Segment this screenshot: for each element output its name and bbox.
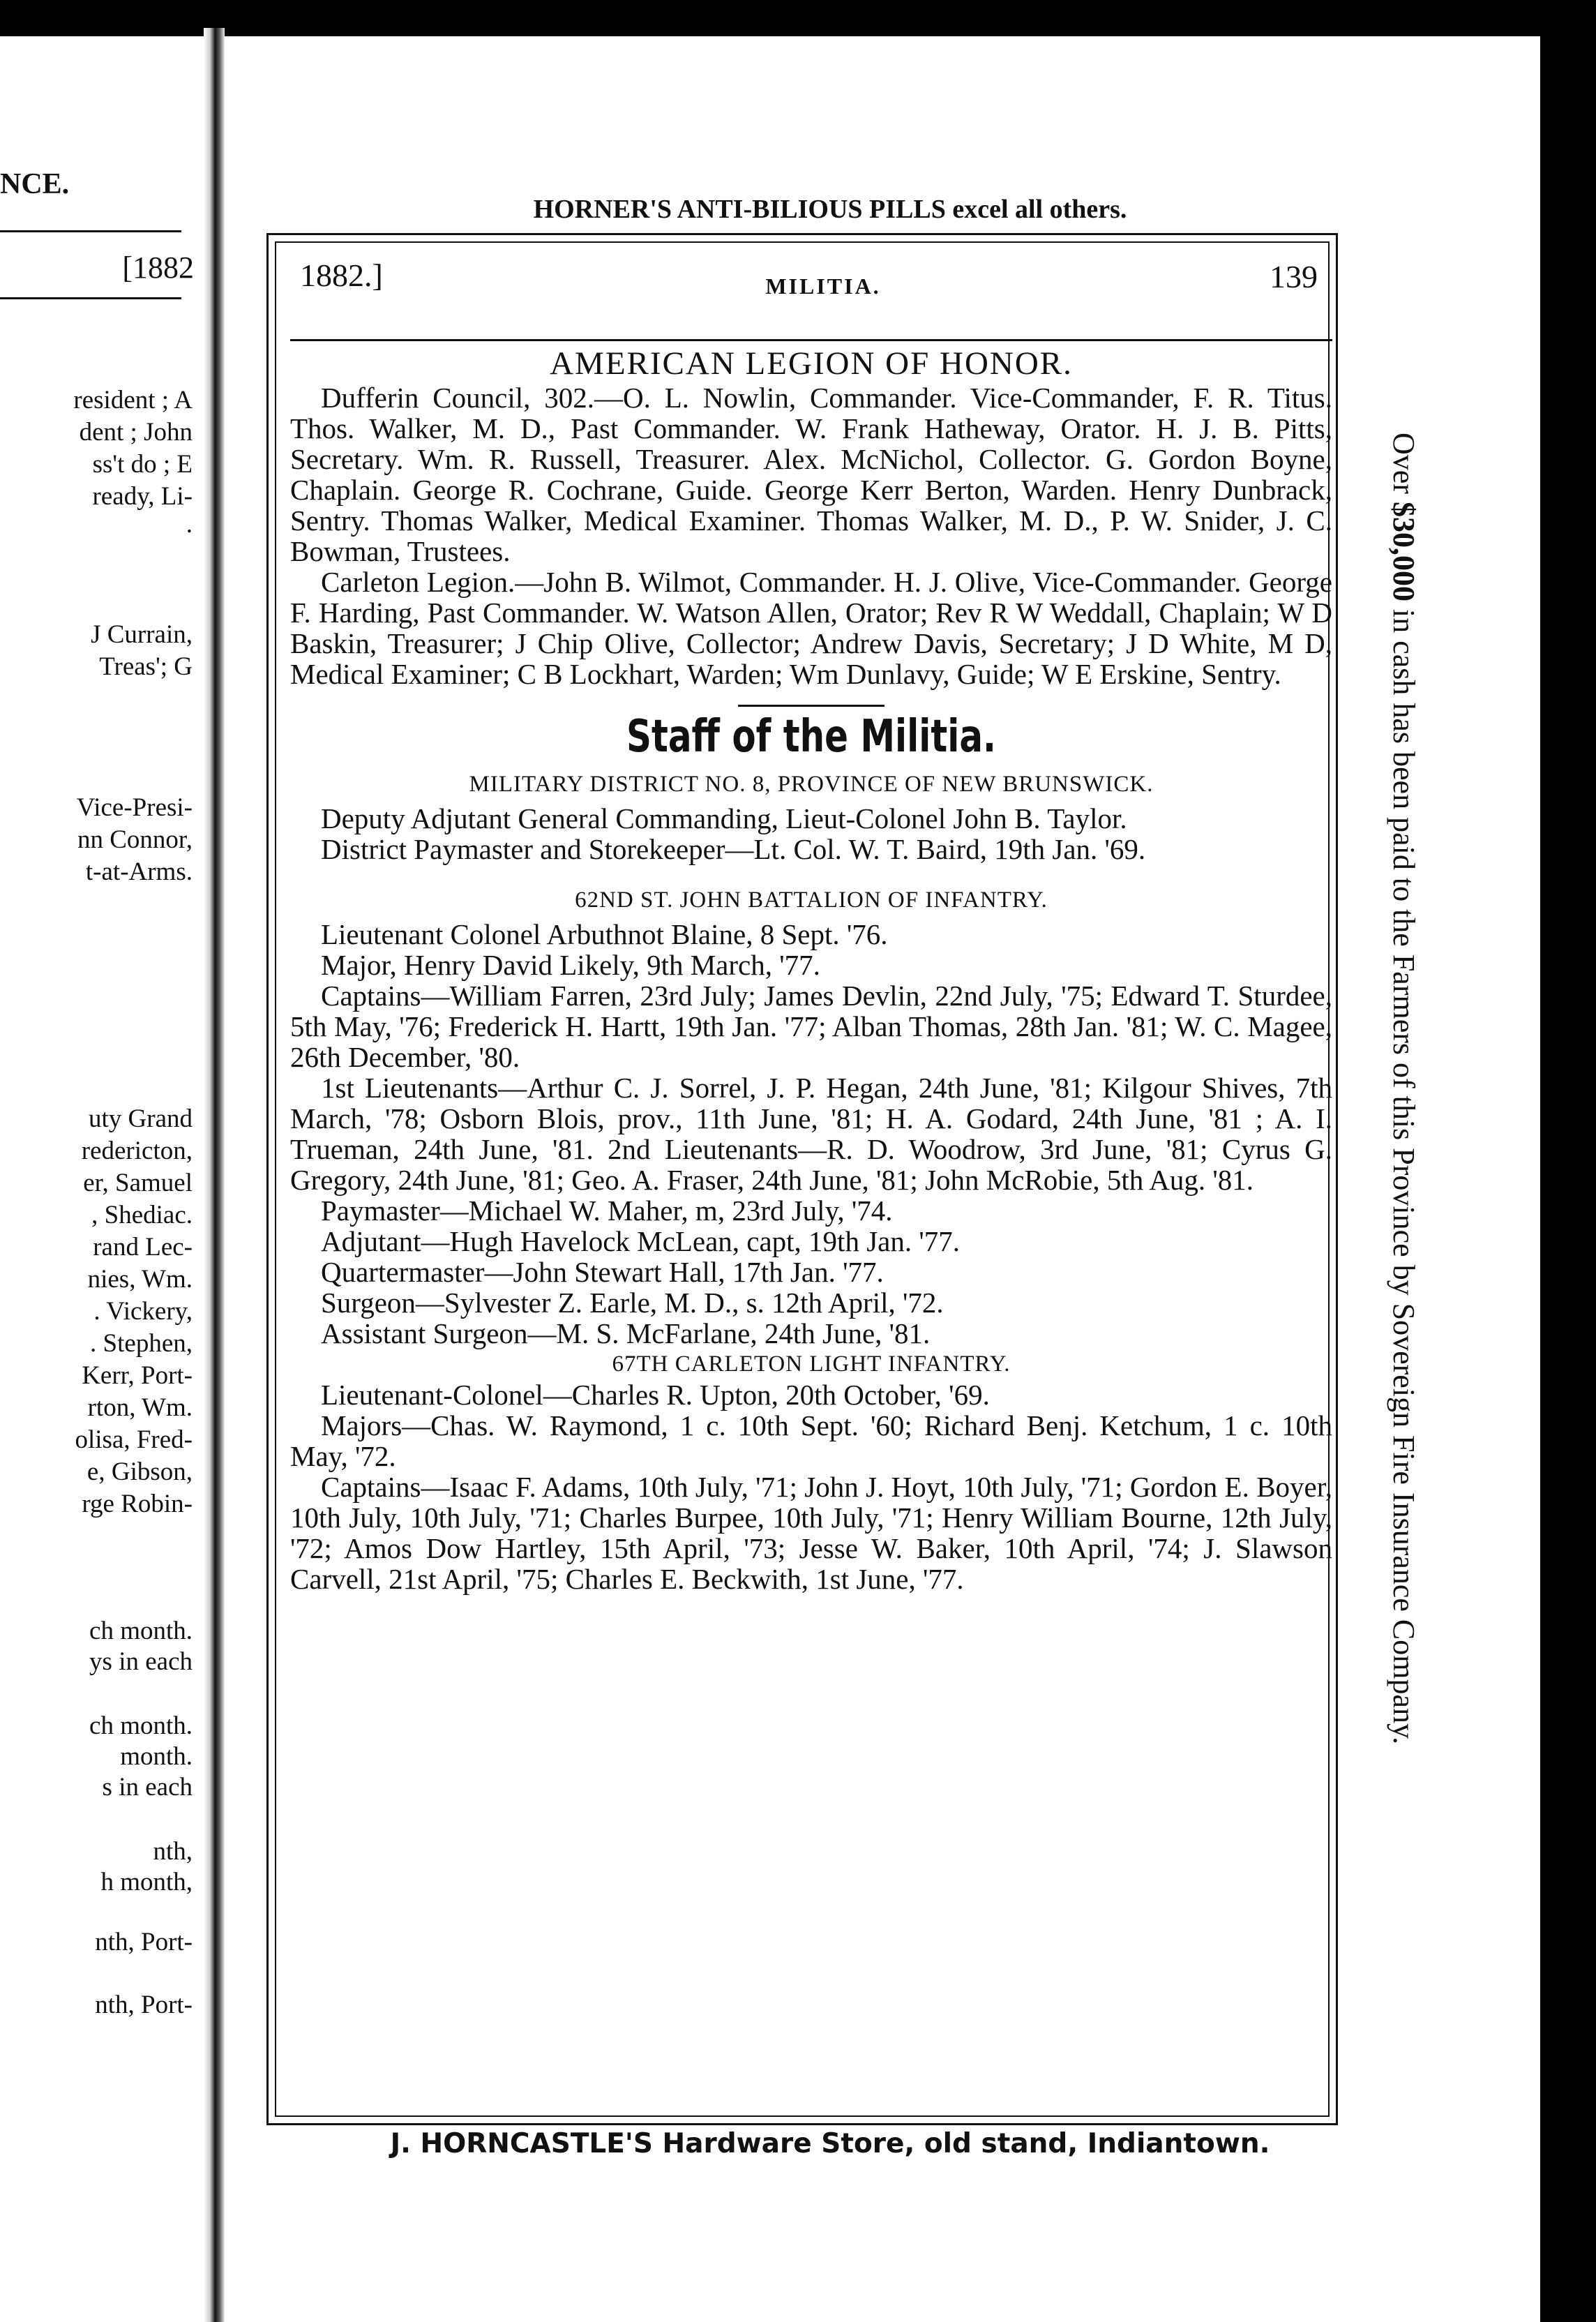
page-number: 139	[1270, 259, 1318, 294]
header-rule	[290, 339, 1332, 341]
staff-heading: Staff of the Militia.	[626, 711, 996, 763]
battalion-entry: Assistant Surgeon—M. S. McFarlane, 24th June, '81.	[321, 1317, 931, 1349]
left-fragment-line: .	[186, 510, 193, 539]
left-fragment-line: nth, Port-	[95, 1991, 193, 2019]
left-fragment-line: nn Connor,	[77, 825, 193, 854]
side-ad-after: in cash has been paid to the Farmers of this Province by Sovereign Fire Insurance Company.	[1387, 608, 1421, 1745]
battalion-heading: 62ND ST. JOHN BATTALION OF INFANTRY.	[575, 887, 1048, 913]
side-ad-before: Over	[1387, 433, 1421, 494]
left-fragment-line: e, Gibson,	[86, 1458, 193, 1486]
legion-paragraph-dufferin: Dufferin Council, 302.—O. L. Nowlin, Commander. Vice-Commander, F. R. Titus. Thos. Walker, M. D., Past Commander. W. Frank Hatheway, Orator. H. J. B. Pitts, Secretary. Wm. R. Russell, Treasurer. Alex. McNichol, Collector. G. Gordon Boyne, Chaplain. George R. Cochrane, Guide. George Kerr Berton, Warden. Henry Dunbrack, Sentry. Thomas Walker, Medical Examiner. Thomas Walker, M. D., P. W. Snider, J. C. Bowman, Trustees.	[290, 382, 1332, 567]
left-fragment-line: Treas'; G	[99, 652, 193, 681]
left-page-fragment	[0, 0, 202, 2322]
left-fragment-line: rge Robin-	[82, 1490, 193, 1518]
carleton-heading: 67TH CARLETON LIGHT INFANTRY.	[612, 1351, 1011, 1377]
left-fragment-line: . Vickery,	[93, 1297, 193, 1326]
bottom-advertisement: J. HORNCASTLE'S Hardware Store, old stand, Indiantown.	[390, 2128, 1270, 2159]
left-fragment-line: h month,	[100, 1868, 193, 1896]
left-fragment-line: ch month.	[89, 1617, 193, 1645]
legion-paragraph-carleton: Carleton Legion.—John B. Wilmot, Commander. H. J. Olive, Vice-Commander. George F. Harding, Past Commander. W. Watson Allen, Orator; Rev R W Weddall, Chaplain; W D Baskin, Treasurer; J Chip Olive, Collector; Andrew Davis, Secretary; J D White, M D, Medical Examiner; C B Lockhart, Warden; Wm Dunlavy, Guide; W E Erskine, Sentry.	[290, 566, 1332, 690]
scan-border-top	[0, 0, 1596, 36]
left-page-rule-lower	[0, 297, 181, 299]
left-fragment-line: olisa, Fred-	[75, 1425, 193, 1454]
scan-border-right	[1540, 0, 1596, 2322]
carleton-entry: Lieutenant-Colonel—Charles R. Upton, 20th October, '69.	[321, 1379, 990, 1411]
left-fragment-line: nth, Port-	[95, 1928, 193, 1956]
left-fragment-line: Vice-Presi-	[76, 793, 193, 822]
left-fragment-line: uty Grand	[89, 1104, 193, 1133]
left-fragment-line: er, Samuel	[83, 1169, 193, 1197]
left-fragment-line: t-at-Arms.	[85, 857, 193, 886]
left-fragment-line: nth,	[153, 1837, 193, 1866]
side-ad-amount: $30,000	[1387, 501, 1421, 601]
left-fragment-line: ready, Li-	[92, 482, 193, 511]
district-heading: MILITARY DISTRICT NO. 8, PROVINCE OF NEW BRUNSWICK.	[469, 772, 1154, 797]
left-fragment-line: rand Lec-	[93, 1233, 193, 1261]
district-entry: District Paymaster and Storekeeper—Lt. Col. W. T. Baird, 19th Jan. '69.	[321, 833, 1146, 865]
carleton-entry: Captains—Isaac F. Adams, 10th July, '71; John J. Hoyt, 10th July, '71; Gordon E. Boyer, 10th July, 10th July, '71; Charles Burpee, 10th July, '71; Henry William Bourne, 12th July, '72; Amos Dow Hartley, 15th April, '73; Jesse W. Baker, 10th April, '74; J. Slawson Carvell, 21st April, '75; Charles E. Beckwith, 1st June, '77.	[290, 1471, 1332, 1595]
left-fragment-line: ch month.	[89, 1711, 193, 1740]
battalion-entry: Major, Henry David Likely, 9th March, '77.	[321, 949, 820, 981]
battalion-entry: Captains—William Farren, 23rd July; James Devlin, 22nd July, '75; Edward T. Sturdee, 5th May, '76; Frederick H. Hartt, 19th Jan. '77; Alban Thomas, 28th Jan. '81; W. C. Magee, 26th December, '80.	[290, 980, 1332, 1073]
running-head-title: MILITIA.	[765, 274, 881, 299]
left-fragment-line: J Currain,	[91, 620, 193, 649]
left-page-rule	[0, 230, 181, 232]
carleton-entry: Majors—Chas. W. Raymond, 1 c. 10th Sept. '60; Richard Benj. Ketchum, 1 c. 10th May, '72.	[290, 1409, 1332, 1472]
battalion-entry: Lieutenant Colonel Arbuthnot Blaine, 8 Sept. '76.	[321, 918, 888, 950]
legion-heading: AMERICAN LEGION OF HONOR.	[550, 345, 1073, 382]
book-spine-gutter	[204, 28, 225, 2322]
battalion-entry: Quartermaster—John Stewart Hall, 17th Jan. '77.	[321, 1256, 884, 1288]
left-fragment-line: ss't do ; E	[92, 450, 193, 479]
left-fragment-line: nies, Wm.	[87, 1265, 193, 1294]
left-fragment-line: dent ; John	[79, 418, 193, 447]
left-fragment-line: redericton,	[81, 1137, 193, 1165]
section-divider	[738, 705, 884, 707]
battalion-entry: 1st Lieutenants—Arthur C. J. Sorrel, J. P. Hegan, 24th June, '81; Kilgour Shives, 7th March, '78; Osborn Blois, prov., 11th June, '81; H. A. Godard, 24th June, '81 ; A. I. Trueman, 24th June, '81. 2nd Lieutenants—R. D. Woodrow, 3rd June, '81; Cyrus G. Gregory, 24th June, '81; Geo. A. Fraser, 24th June, '81; John McRobie, 5th Aug. '81.	[290, 1072, 1332, 1196]
left-fragment-line: . Stephen,	[90, 1329, 193, 1358]
left-fragment-line: month.	[120, 1742, 193, 1771]
left-page-header: NCE.	[0, 168, 70, 200]
left-fragment-line: resident ; A	[73, 386, 193, 414]
page-body	[290, 345, 1332, 1594]
running-head-year: 1882.]	[300, 257, 383, 293]
battalion-entry: Surgeon—Sylvester Z. Earle, M. D., s. 12th April, '72.	[321, 1287, 944, 1319]
district-entry: Deputy Adjutant General Commanding, Lieut-Colonel John B. Taylor.	[321, 802, 1127, 834]
left-fragment-line: s in each	[102, 1773, 193, 1802]
left-fragment-line: ys in each	[89, 1647, 193, 1676]
battalion-entry: Adjutant—Hugh Havelock McLean, capt, 19th Jan. '77.	[321, 1225, 960, 1257]
side-advertisement	[1373, 433, 1424, 2177]
left-page-year: [1882	[122, 250, 194, 285]
left-fragment-line: rton, Wm.	[87, 1393, 193, 1422]
top-advertisement: HORNER'S ANTI-BILIOUS PILLS excel all others.	[533, 195, 1127, 224]
battalion-entry: Paymaster—Michael W. Maher, m, 23rd July, '74.	[321, 1194, 893, 1227]
left-fragment-line: Kerr, Port-	[82, 1361, 193, 1390]
left-fragment-line: , Shediac.	[91, 1201, 193, 1229]
